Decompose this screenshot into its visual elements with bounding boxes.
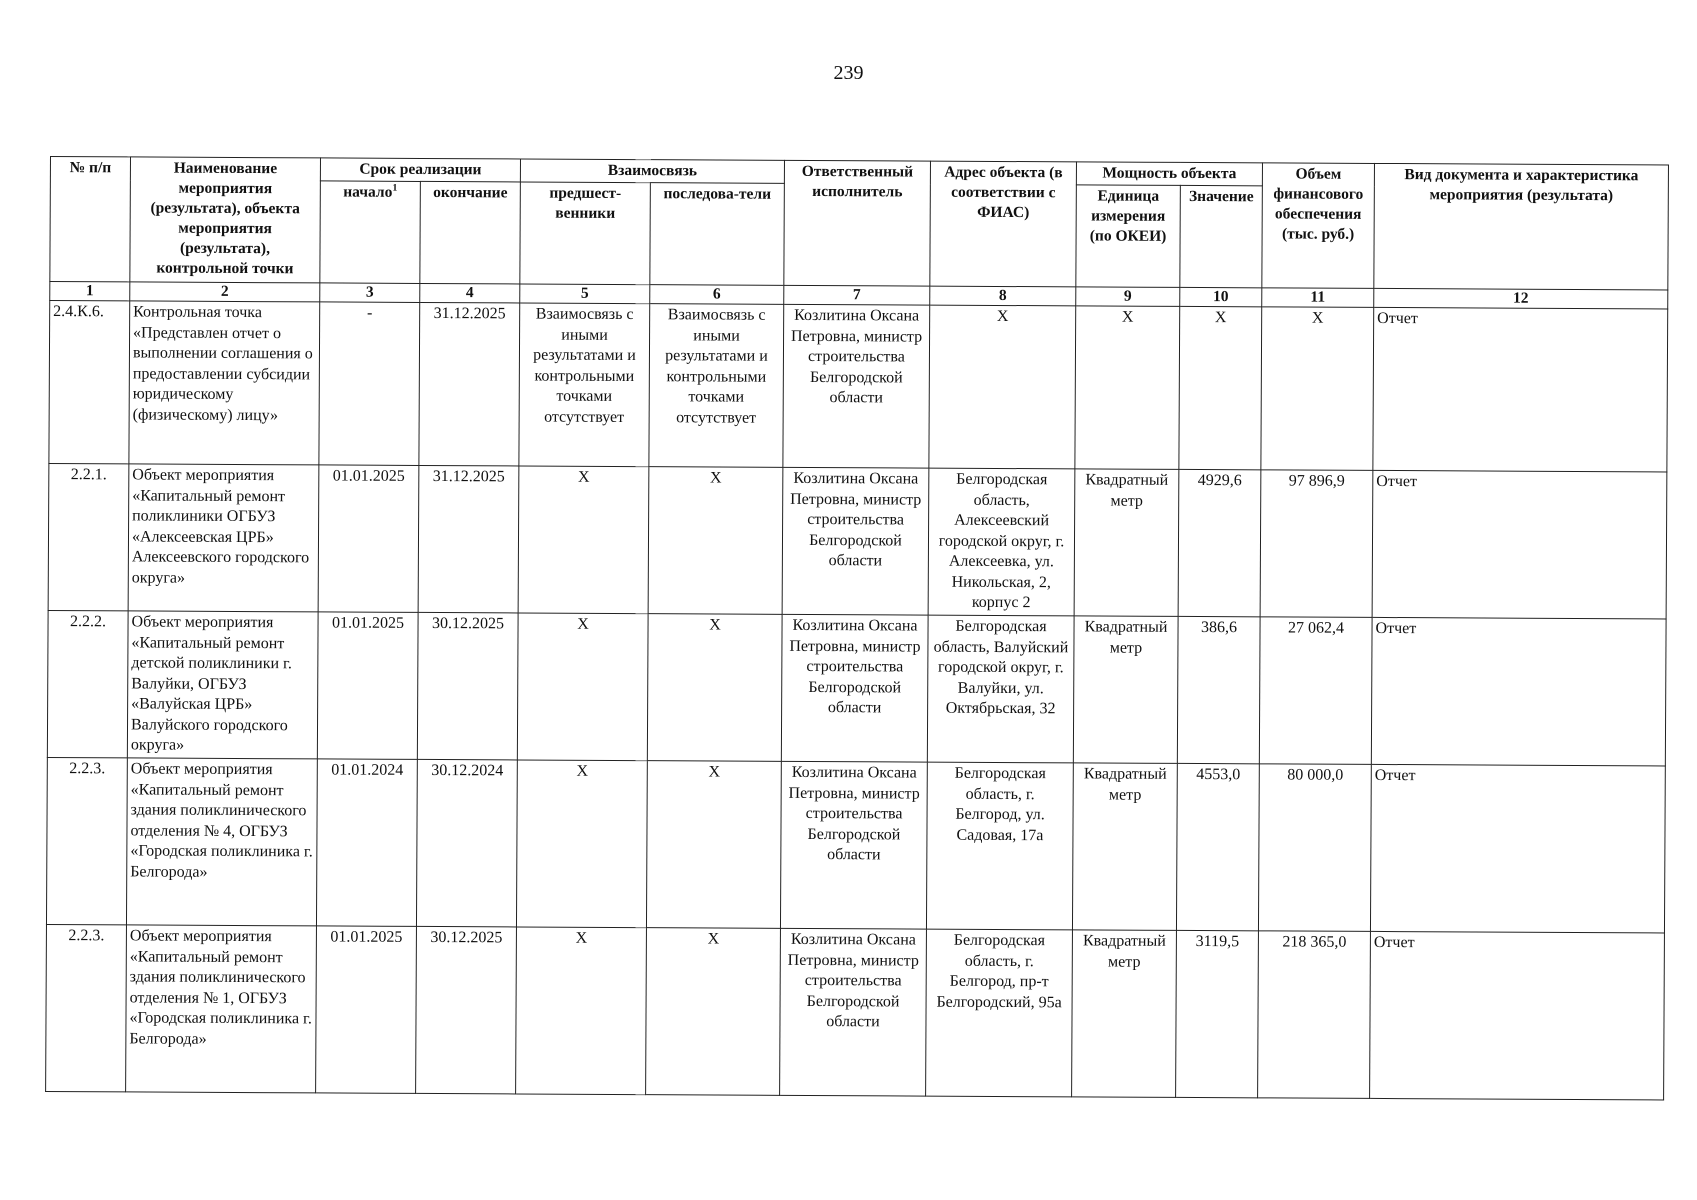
column-number: 12 bbox=[1374, 288, 1668, 309]
column-number: 3 bbox=[320, 283, 420, 303]
row-finance: 218 365,0 bbox=[1258, 931, 1371, 1099]
row-finance: X bbox=[1261, 307, 1374, 471]
column-number: 9 bbox=[1076, 287, 1180, 307]
header-responsible: Ответственный исполнитель bbox=[784, 160, 931, 286]
row-address: X bbox=[929, 305, 1076, 469]
row-end: 30.12.2025 bbox=[416, 926, 517, 1094]
row-end: 30.12.2025 bbox=[417, 612, 518, 760]
table-row bbox=[48, 463, 1667, 618]
row-finance: 27 062,4 bbox=[1259, 617, 1372, 765]
row-name: Объект мероприятия «Капитальный ремонт поликлиники ОГБУЗ «Алексеевская ЦРБ» Алексеевского городского округа» bbox=[128, 464, 319, 612]
table-row bbox=[49, 301, 1668, 472]
row-start: 01.01.2024 bbox=[316, 759, 417, 927]
row-name: Объект мероприятия «Капитальный ремонт детской поликлиники г. Валуйки, ОГБУЗ «Валуйская ЦРБ» Валуйского городского округа» bbox=[127, 611, 318, 759]
row-num: 2.4.К.6. bbox=[49, 301, 130, 464]
row-unit: Квадратный метр bbox=[1072, 763, 1177, 931]
header-value: Значение bbox=[1180, 185, 1263, 287]
header-name: Наименование мероприятия (результата), объекта мероприятия (результата), контрольной точки bbox=[130, 157, 321, 283]
header-term-end: окончание bbox=[420, 181, 521, 284]
row-unit: Квадратный метр bbox=[1072, 930, 1177, 1098]
row-start: 01.01.2025 bbox=[317, 612, 418, 760]
row-num: 2.2.1. bbox=[48, 463, 129, 610]
row-num: 2.2.3. bbox=[46, 757, 127, 924]
column-number: 6 bbox=[650, 285, 784, 305]
row-start: 01.01.2025 bbox=[318, 465, 419, 613]
row-num: 2.2.2. bbox=[47, 610, 128, 757]
row-finance: 97 896,9 bbox=[1260, 470, 1373, 618]
row-prev: X bbox=[518, 466, 649, 614]
header-unit: Единица измерения (по ОКЕИ) bbox=[1076, 185, 1181, 288]
header-link: Взаимосвязь bbox=[520, 159, 784, 183]
row-prev: Взаимосвязь с иными результатами и контрольными точками отсутствует bbox=[519, 303, 650, 467]
row-responsible: Козлитина Оксана Петровна, министр строительства Белгородской области bbox=[782, 467, 929, 615]
header-term-start-label: начало bbox=[343, 183, 393, 201]
row-unit: Квадратный метр bbox=[1073, 616, 1178, 764]
row-unit: Квадратный метр bbox=[1074, 469, 1179, 617]
row-prev: X bbox=[516, 760, 647, 928]
row-value: X bbox=[1179, 306, 1262, 469]
header-finance: Объем финансового обеспечения (тыс. руб.) bbox=[1262, 163, 1375, 289]
row-start: - bbox=[319, 302, 420, 466]
column-number: 7 bbox=[784, 285, 930, 305]
header-capacity: Мощность объекта bbox=[1076, 162, 1262, 186]
column-number: 2 bbox=[130, 282, 320, 302]
row-next: X bbox=[646, 928, 781, 1096]
header-num: № п/п bbox=[50, 157, 131, 282]
table-row bbox=[46, 924, 1665, 1099]
row-address: Белгородская область, Валуйский городской округ, г. Валуйки, ул. Октябрьская, 32 bbox=[927, 615, 1074, 763]
row-value: 386,6 bbox=[1177, 616, 1260, 763]
row-doc: Отчет bbox=[1372, 470, 1667, 619]
row-address: Белгородская область, Алексеевский городской округ, г. Алексеевка, ул. Никольская, 2, корпус 2 bbox=[928, 468, 1075, 616]
row-value: 4553,0 bbox=[1176, 763, 1259, 930]
row-end: 31.12.2025 bbox=[418, 465, 519, 613]
footnote-marker: 1 bbox=[392, 182, 398, 194]
row-value: 4929,6 bbox=[1178, 469, 1261, 616]
row-address: Белгородская область, г. Белгород, пр-т Белгородский, 95а bbox=[926, 929, 1073, 1097]
row-value: 3119,5 bbox=[1176, 930, 1259, 1097]
header-doc-type: Вид документа и характеристика мероприятия (результата) bbox=[1374, 163, 1669, 290]
row-next: X bbox=[648, 467, 783, 615]
row-doc: Отчет bbox=[1373, 307, 1668, 472]
table-row bbox=[47, 610, 1666, 765]
row-num: 2.2.3. bbox=[46, 924, 127, 1091]
column-number: 4 bbox=[420, 283, 520, 303]
row-doc: Отчет bbox=[1370, 764, 1665, 933]
row-name: Контрольная точка «Представлен отчет о выполнении соглашения о предоставлении субсидии юридическому (физическому) лицу» bbox=[129, 301, 320, 465]
table-header bbox=[50, 157, 1669, 309]
column-number: 11 bbox=[1262, 288, 1374, 308]
column-number: 5 bbox=[520, 284, 650, 304]
row-responsible: Козлитина Оксана Петровна, министр строительства Белгородской области bbox=[780, 928, 927, 1096]
header-link-prev: предшест-венники bbox=[520, 182, 651, 285]
row-responsible: Козлитина Оксана Петровна, министр строительства Белгородской области bbox=[783, 304, 930, 468]
header-term: Срок реализации bbox=[320, 158, 520, 182]
header-link-next: последова-тели bbox=[650, 183, 785, 286]
column-number: 1 bbox=[50, 282, 130, 301]
row-name: Объект мероприятия «Капитальный ремонт здания поликлинического отделения № 4, ОГБУЗ «Городская поликлиника г. Белгорода» bbox=[126, 758, 317, 926]
row-next: X bbox=[646, 761, 781, 929]
table-row bbox=[46, 757, 1665, 932]
row-prev: X bbox=[516, 927, 647, 1095]
table-body bbox=[46, 301, 1668, 1100]
column-number: 10 bbox=[1180, 287, 1262, 306]
row-doc: Отчет bbox=[1370, 931, 1665, 1100]
row-unit: X bbox=[1075, 306, 1180, 470]
column-number: 8 bbox=[930, 286, 1076, 306]
header-address: Адрес объекта (в соответствии с ФИАС) bbox=[930, 161, 1077, 287]
row-end: 31.12.2025 bbox=[419, 302, 520, 466]
row-doc: Отчет bbox=[1371, 617, 1666, 766]
row-start: 01.01.2025 bbox=[316, 926, 417, 1094]
row-finance: 80 000,0 bbox=[1258, 764, 1371, 932]
row-prev: X bbox=[517, 613, 648, 761]
row-responsible: Козлитина Оксана Петровна, министр строительства Белгородской области bbox=[780, 761, 927, 929]
row-responsible: Козлитина Оксана Петровна, министр строительства Белгородской области bbox=[781, 614, 928, 762]
row-next: X bbox=[647, 614, 782, 762]
row-address: Белгородская область, г. Белгород, ул. Садовая, 17а bbox=[926, 762, 1073, 930]
page-number: 239 bbox=[833, 62, 864, 84]
plan-table bbox=[45, 156, 1669, 1100]
row-name: Объект мероприятия «Капитальный ремонт здания поликлинического отделения № 1, ОГБУЗ «Городская поликлиника г. Белгорода» bbox=[126, 925, 317, 1093]
row-next: Взаимосвязь с иными результатами и контрольными точками отсутствует bbox=[649, 304, 784, 468]
row-end: 30.12.2024 bbox=[416, 759, 517, 927]
header-term-start bbox=[320, 181, 421, 284]
